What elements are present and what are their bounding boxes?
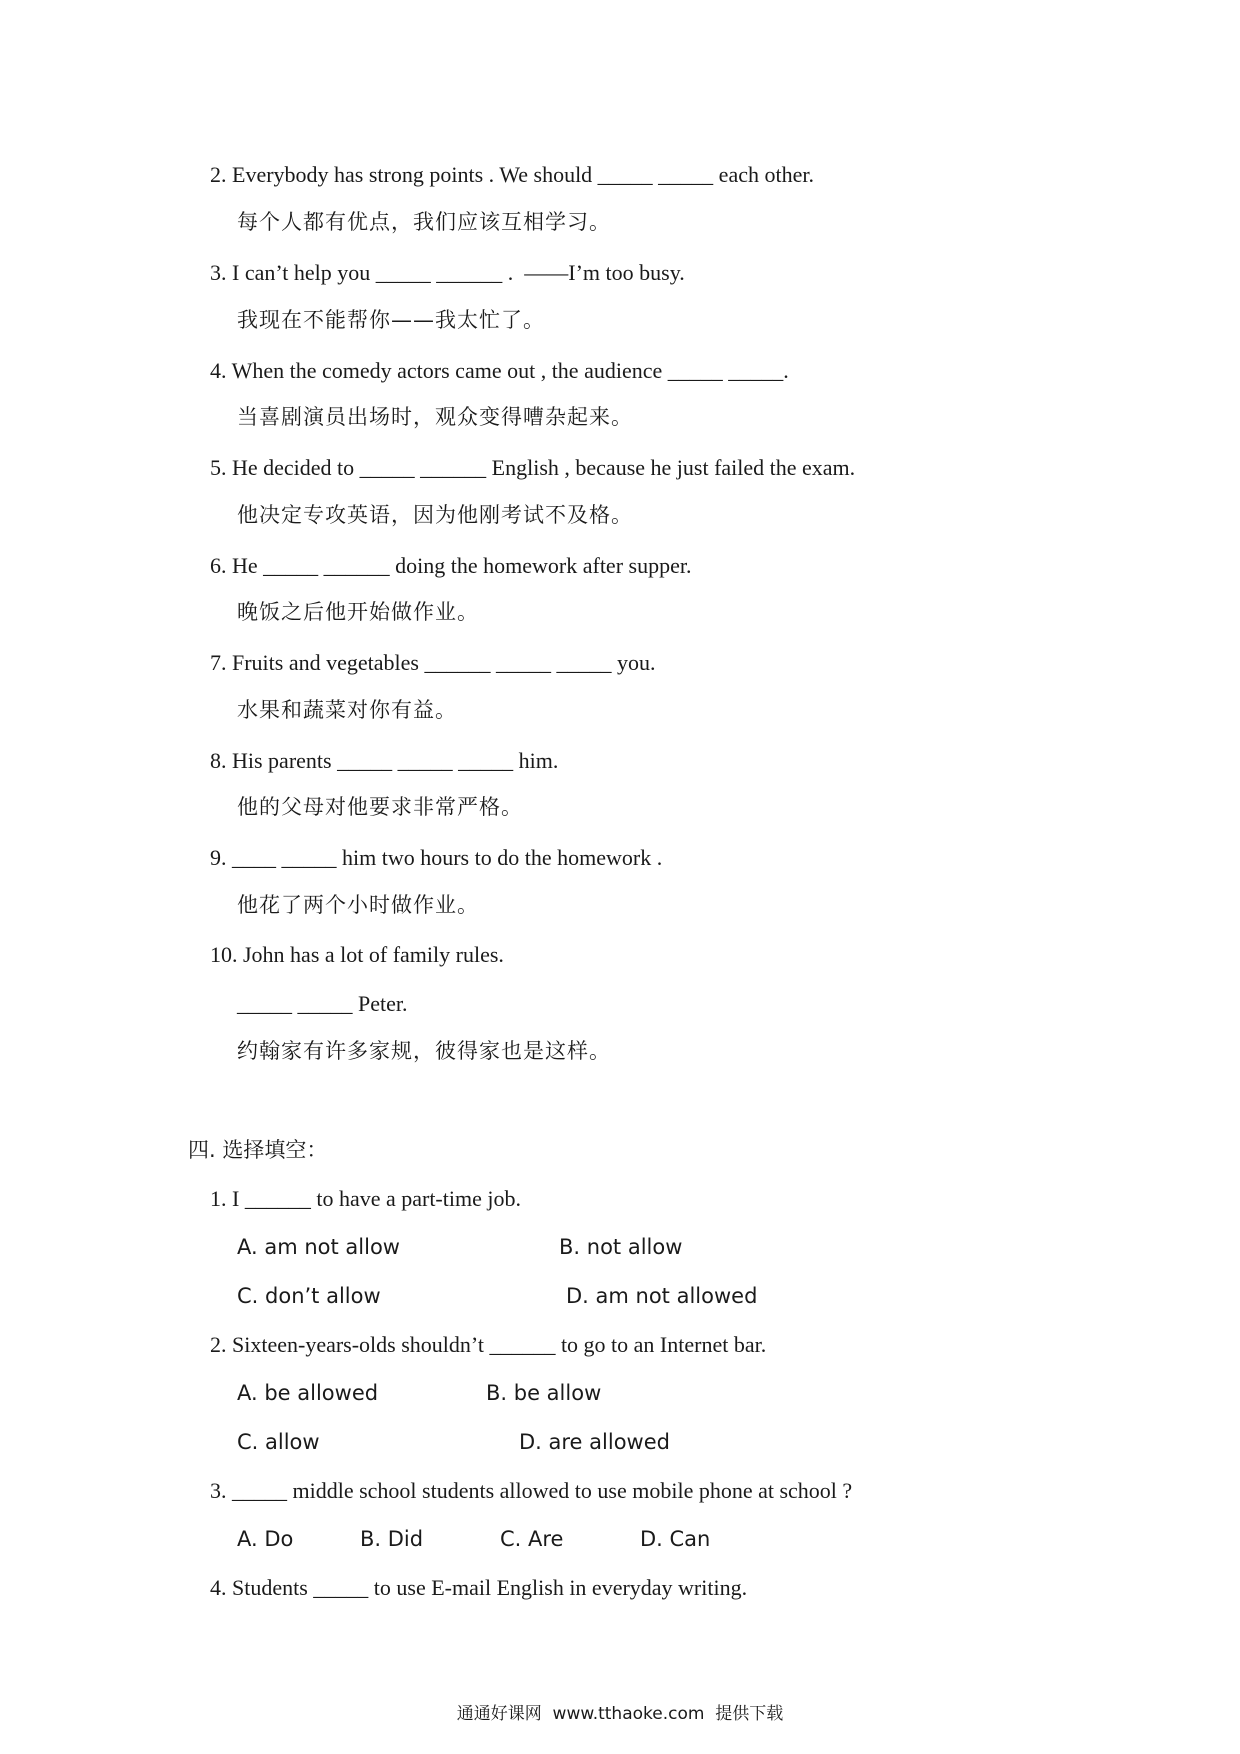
item-9-translation: 他花了两个小时做作业。 (237, 893, 479, 917)
item-3-sentence: 3. I can’t help you _____ ______ . ——I’m too busy. (210, 260, 685, 285)
mc-q3-option-a: A. Do (237, 1527, 294, 1551)
mc-q3-stem: 3. _____ middle school students allowed to use mobile phone at school ? (210, 1478, 853, 1503)
mc-q3-option-c: C. Are (500, 1527, 564, 1551)
mc-q3-option-d: D. Can (640, 1527, 711, 1551)
item-8-translation: 他的父母对他要求非常严格。 (237, 795, 523, 819)
item-3-translation: 我现在不能帮你——我太忙了。 (237, 308, 545, 332)
mc-q2-option-c: C. allow (237, 1430, 320, 1454)
mc-q1-option-c: C. don’t allow (237, 1284, 381, 1308)
mc-q1-stem: 1. I ______ to have a part-time job. (210, 1186, 521, 1211)
mc-q1-option-a: A. am not allow (237, 1235, 400, 1259)
item-2-sentence: 2. Everybody has strong points . We should _____ _____ each other. (210, 162, 814, 187)
item-9-sentence: 9. ____ _____ him two hours to do the homework . (210, 845, 663, 870)
item-7-sentence: 7. Fruits and vegetables ______ _____ _____ you. (210, 650, 656, 675)
mc-q3-option-b: B. Did (360, 1527, 424, 1551)
mc-q4-stem: 4. Students _____ to use E-mail English in everyday writing. (210, 1575, 748, 1600)
mc-q2-stem: 2. Sixteen-years-olds shouldn’t ______ to go to an Internet bar. (210, 1332, 767, 1357)
item-6-sentence: 6. He _____ ______ doing the homework after supper. (210, 553, 692, 578)
item-6-translation: 晚饭之后他开始做作业。 (237, 600, 479, 624)
item-5-sentence: 5. He decided to _____ ______ English , because he just failed the exam. (210, 455, 856, 480)
item-10-translation: 约翰家有许多家规，彼得家也是这样。 (237, 1039, 611, 1063)
item-10-sentence: 10. John has a lot of family rules. (210, 942, 504, 967)
mc-q2-option-d: D. are allowed (519, 1430, 670, 1454)
mc-q1-option-b: B. not allow (559, 1235, 683, 1259)
item-4-translation: 当喜剧演员出场时，观众变得嘈杂起来。 (237, 405, 633, 429)
page-footer: 通通好课网 www.tthaoke.com 提供下载 (456, 1704, 784, 1724)
item-5-translation: 他决定专攻英语，因为他刚考试不及格。 (237, 503, 633, 527)
mc-q2-option-a: A. be allowed (237, 1381, 379, 1405)
item-10-blank-line: _____ _____ Peter. (237, 991, 408, 1016)
mc-q1-option-d: D. am not allowed (566, 1284, 758, 1308)
item-4-sentence: 4. When the comedy actors came out , the audience _____ _____. (210, 358, 789, 383)
item-8-sentence: 8. His parents _____ _____ _____ him. (210, 748, 559, 773)
section-4-heading: 四. 选择填空： (188, 1138, 328, 1162)
mc-q2-option-b: B. be allow (486, 1381, 602, 1405)
item-7-translation: 水果和蔬菜对你有益。 (237, 698, 457, 722)
item-2-translation: 每个人都有优点，我们应该互相学习。 (237, 210, 611, 234)
